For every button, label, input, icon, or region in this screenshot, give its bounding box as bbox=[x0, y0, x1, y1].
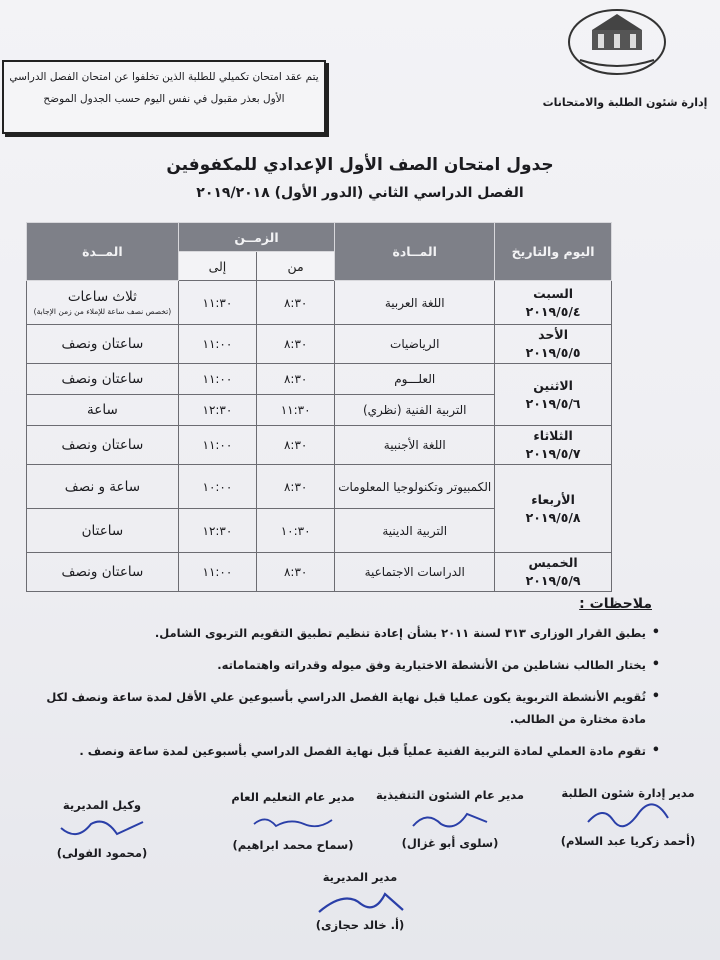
time-from-cell: ١١:٣٠ bbox=[257, 395, 335, 426]
note-item: • تقوم مادة العملي لمادة التربية الفنية عملياً قبل نهاية الفصل الدراسي بأسبوعين لمدة ساعة ونصف . bbox=[40, 740, 660, 762]
day-name: السبت bbox=[533, 285, 574, 301]
day-cell bbox=[495, 281, 612, 325]
time-from-cell: ٨:٣٠ bbox=[257, 426, 335, 465]
subject-cell: العلـــوم bbox=[335, 364, 495, 395]
time-to-cell: ١١:٣٠ bbox=[178, 281, 256, 325]
duration-text: ساعتان ونصف bbox=[61, 564, 144, 580]
exam-date: ٢٠١٩/٥/٧ bbox=[525, 446, 581, 461]
page-title: جدول امتحان الصف الأول الإعدادي للمكفوفين bbox=[166, 155, 554, 175]
duration-note: (تخصص نصف ساعة للإملاء من زمن الإجابة) bbox=[33, 307, 172, 316]
subject-cell: اللغة الأجنبية bbox=[335, 426, 495, 465]
day-name: الثلاثاء bbox=[533, 428, 573, 443]
table-row bbox=[27, 553, 612, 592]
time-to-cell: ١١:٠٠ bbox=[178, 325, 256, 364]
exam-date: ٢٠١٩/٥/٤ bbox=[525, 303, 581, 319]
table-row bbox=[27, 465, 612, 509]
duration-text: ساعة و نصف bbox=[64, 478, 141, 495]
signature-name: (سماح محمد ابراهيم) bbox=[232, 838, 354, 852]
signature-name: (سلوى أبو غزال) bbox=[401, 836, 499, 850]
duration-cell bbox=[27, 281, 179, 325]
signature-student-affairs bbox=[548, 786, 708, 848]
signature-role: وكيل المديرية bbox=[62, 798, 142, 812]
subject-cell: التربية الدينية bbox=[335, 509, 495, 553]
makeup-exam-notice: يتم عقد امتحان تكميلي للطلبة الذين تخلفوا عن امتحان الفصل الدراسي الأول بعذر مقبول في نفس اليوم حسب الجدول الموضح bbox=[2, 60, 326, 134]
header-subject: المــادة bbox=[335, 223, 495, 281]
duration-text: ثلاث ساعات bbox=[67, 289, 137, 305]
day-cell bbox=[495, 364, 612, 426]
day-name: الأحد bbox=[538, 327, 568, 342]
duration-cell bbox=[27, 364, 179, 395]
note-item: • تُقويم الأنشطة التربوية يكون عمليا قبل نهاية الفصل الدراسي بأسبوعين علي الأقل لمدة ساعة ونصف لكل مادة مختارة من الطالب. bbox=[40, 686, 660, 730]
subject-cell: التربية الفنية (نظري) bbox=[335, 395, 495, 426]
time-to-cell: ١١:٠٠ bbox=[178, 364, 256, 395]
exam-date: ٢٠١٩/٥/٥ bbox=[525, 345, 581, 360]
handwritten-signature bbox=[548, 800, 708, 834]
header-time: الزمــن bbox=[178, 223, 334, 252]
exam-date: ٢٠١٩/٥/٩ bbox=[525, 573, 581, 588]
page-subtitle: الفصل الدراسي الثاني (الدور الأول) ٢٠١٩/٢٠١٨ bbox=[196, 185, 524, 201]
subject-cell: اللغة العربية bbox=[335, 281, 495, 325]
signature-name: (أحمد زكريا عبد السلام) bbox=[560, 834, 696, 848]
duration-text: ساعتان ونصف bbox=[61, 371, 144, 387]
day-name: الخميس bbox=[528, 555, 578, 570]
table-row bbox=[27, 426, 612, 465]
time-from-cell: ١٠:٣٠ bbox=[257, 509, 335, 553]
duration-text: ساعة bbox=[87, 402, 118, 418]
signature-role: مدير المديرية bbox=[322, 870, 398, 884]
time-from-cell: ٨:٣٠ bbox=[257, 364, 335, 395]
subject-cell: الدراسات الاجتماعية bbox=[335, 553, 495, 592]
notes-list bbox=[40, 622, 660, 772]
duration-cell bbox=[27, 509, 179, 553]
duration-cell bbox=[27, 553, 179, 592]
table-row bbox=[27, 325, 612, 364]
emblem-icon bbox=[562, 4, 672, 76]
subject-cell: الرياضيات bbox=[335, 325, 495, 364]
exam-schedule-table bbox=[26, 222, 612, 592]
signature-general-education bbox=[218, 790, 368, 852]
time-to-cell: ١١:٠٠ bbox=[178, 426, 256, 465]
signature-role: مدير عام التعليم العام bbox=[231, 790, 355, 804]
day-cell bbox=[495, 553, 612, 592]
header-day: اليوم والتاريخ bbox=[495, 223, 612, 281]
signature-role: مدير عام الشئون التنفيذية bbox=[375, 788, 525, 802]
subject-cell: الكمبيوتر وتكنولوجيا المعلومات bbox=[335, 465, 495, 509]
duration-cell bbox=[27, 426, 179, 465]
exam-date: ٢٠١٩/٥/٨ bbox=[525, 509, 581, 525]
table-row bbox=[27, 364, 612, 395]
exam-date: ٢٠١٩/٥/٦ bbox=[525, 395, 581, 411]
time-from-cell: ٨:٣٠ bbox=[257, 553, 335, 592]
header-from: من bbox=[257, 252, 335, 281]
signature-executive-affairs bbox=[370, 788, 530, 850]
handwritten-signature bbox=[32, 812, 172, 846]
duration-cell bbox=[27, 465, 179, 509]
day-cell bbox=[495, 426, 612, 465]
duration-cell bbox=[27, 395, 179, 426]
duration-text: ساعتان ونصف bbox=[61, 437, 144, 453]
note-item: • يختار الطالب نشاطين من الأنشطة الاختيارية وفق ميوله وقدراته واهتماماته. bbox=[40, 654, 660, 676]
duration-cell bbox=[27, 325, 179, 364]
signature-name: (محمود الفولى) bbox=[56, 846, 148, 860]
time-from-cell: ٨:٣٠ bbox=[257, 325, 335, 364]
signature-role: مدير إدارة شئون الطلبة bbox=[561, 786, 695, 800]
header-to: إلى bbox=[178, 252, 256, 281]
time-from-cell: ٨:٣٠ bbox=[257, 465, 335, 509]
note-item: • يطبق القرار الوزارى ٣١٣ لسنة ٢٠١١ بشأن إعادة تنظيم تطبيق التقويم التربوى الشامل. bbox=[40, 622, 660, 644]
duration-text: ساعتان bbox=[81, 522, 124, 539]
time-to-cell: ١٢:٣٠ bbox=[178, 395, 256, 426]
signature-deputy bbox=[32, 798, 172, 860]
day-cell bbox=[495, 465, 612, 553]
handwritten-signature bbox=[285, 884, 435, 918]
duration-text: ساعتان ونصف bbox=[61, 336, 144, 352]
time-to-cell: ١١:٠٠ bbox=[178, 553, 256, 592]
signature-name: (أ. خالد حجازى) bbox=[315, 918, 405, 932]
notes-heading: ملاحظات : bbox=[579, 596, 652, 612]
day-cell bbox=[495, 325, 612, 364]
signature-director bbox=[285, 870, 435, 932]
time-to-cell: ١٢:٣٠ bbox=[178, 509, 256, 553]
time-to-cell: ١٠:٠٠ bbox=[178, 465, 256, 509]
logo-caption: إدارة شئون الطلبة والامتحانات bbox=[542, 96, 708, 109]
handwritten-signature bbox=[218, 804, 368, 838]
handwritten-signature bbox=[370, 802, 530, 836]
table-row bbox=[27, 281, 612, 325]
time-from-cell: ٨:٣٠ bbox=[257, 281, 335, 325]
header-duration: المــدة bbox=[27, 223, 179, 281]
day-name: الاثنين bbox=[533, 377, 573, 393]
day-name: الأربعاء bbox=[531, 491, 575, 507]
